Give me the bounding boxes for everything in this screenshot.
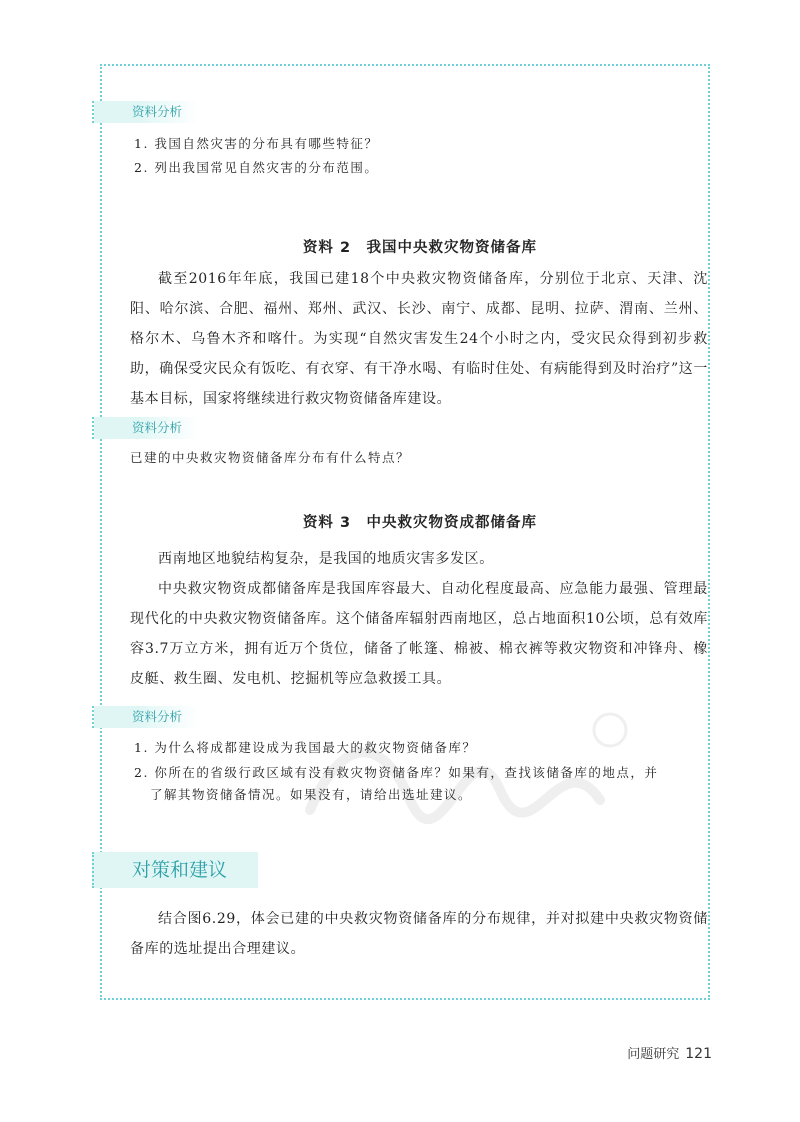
- analysis-tag-3: 资料分析: [92, 706, 200, 728]
- question-2: 已建的中央救灾物资储备库分布有什么特点？: [130, 450, 411, 465]
- page-footer: [627, 1043, 712, 1062]
- material-3-paragraph-2: 中央救灾物资成都储备库是我国库容最大、自动化程度最高、应急能力最强、管理最现代化的中央救灾物资储备库。这个储备库辐射西南地区，总占地面积10公顷，总有效库容3.7万立方米，拥有近万个货位，储备了帐篷、棉被、棉衣裤等救灾物资和冲锋舟、橡皮艇、救生圈、发电机、挖掘机等应急救援工具。: [130, 581, 708, 687]
- question-3-2-continued: 了解其物资储备情况。如果没有，请给出选址建议。: [150, 787, 473, 802]
- section-paragraph: 结合图6.29，体会已建的中央救灾物资储备库的分布规律，并对拟建中央救灾物资储备库的选址提出合理建议。: [130, 911, 708, 957]
- question-3-2: 2. 你所在的省级行政区域有没有救灾物资储备库？如果有，查找该储备库的地点，并: [134, 765, 659, 780]
- section-body: [130, 904, 708, 964]
- question-1-1: 1. 我国自然灾害的分布具有哪些特征？: [134, 136, 379, 151]
- material-3-title: 资料 3 中央救灾物资成都储备库: [302, 515, 538, 531]
- analysis-tag-2: 资料分析: [92, 417, 200, 439]
- material-3-paragraph-1: 西南地区地貌结构复杂，是我国的地质灾害多发区。: [158, 551, 494, 567]
- footer-label: 问题研究: [627, 1047, 680, 1062]
- material-2-paragraph: 截至2016年年底，我国已建18个中央救灾物资储备库，分别位于北京、天津、沈阳、哈尔滨、合肥、福州、郑州、武汉、长沙、南宁、成都、昆明、拉萨、渭南、兰州、格尔木、乌鲁木齐和喀什。为实现“自然灾害发生24个小时之内，受灾民众得到初步救助，确保受灾民众有饭吃、有衣穿、有干净水喝、有临时住处、有病能得到及时治疗”这一基本目标，国家将继续进行救灾物资储备库建设。: [130, 271, 708, 407]
- page-number: 121: [685, 1046, 712, 1062]
- question-1-2: 2. 列出我国常见自然灾害的分布范围。: [134, 160, 379, 175]
- material-2-body: [130, 264, 708, 414]
- material-3-body: [130, 544, 708, 694]
- section-title-banner: 对策和建议: [92, 852, 258, 888]
- question-3-1: 1. 为什么将成都建设成为我国最大的救灾物资储备库？: [134, 740, 477, 755]
- analysis-tag-1: 资料分析: [92, 101, 200, 123]
- material-2-title: 资料 2 我国中央救灾物资储备库: [302, 240, 538, 256]
